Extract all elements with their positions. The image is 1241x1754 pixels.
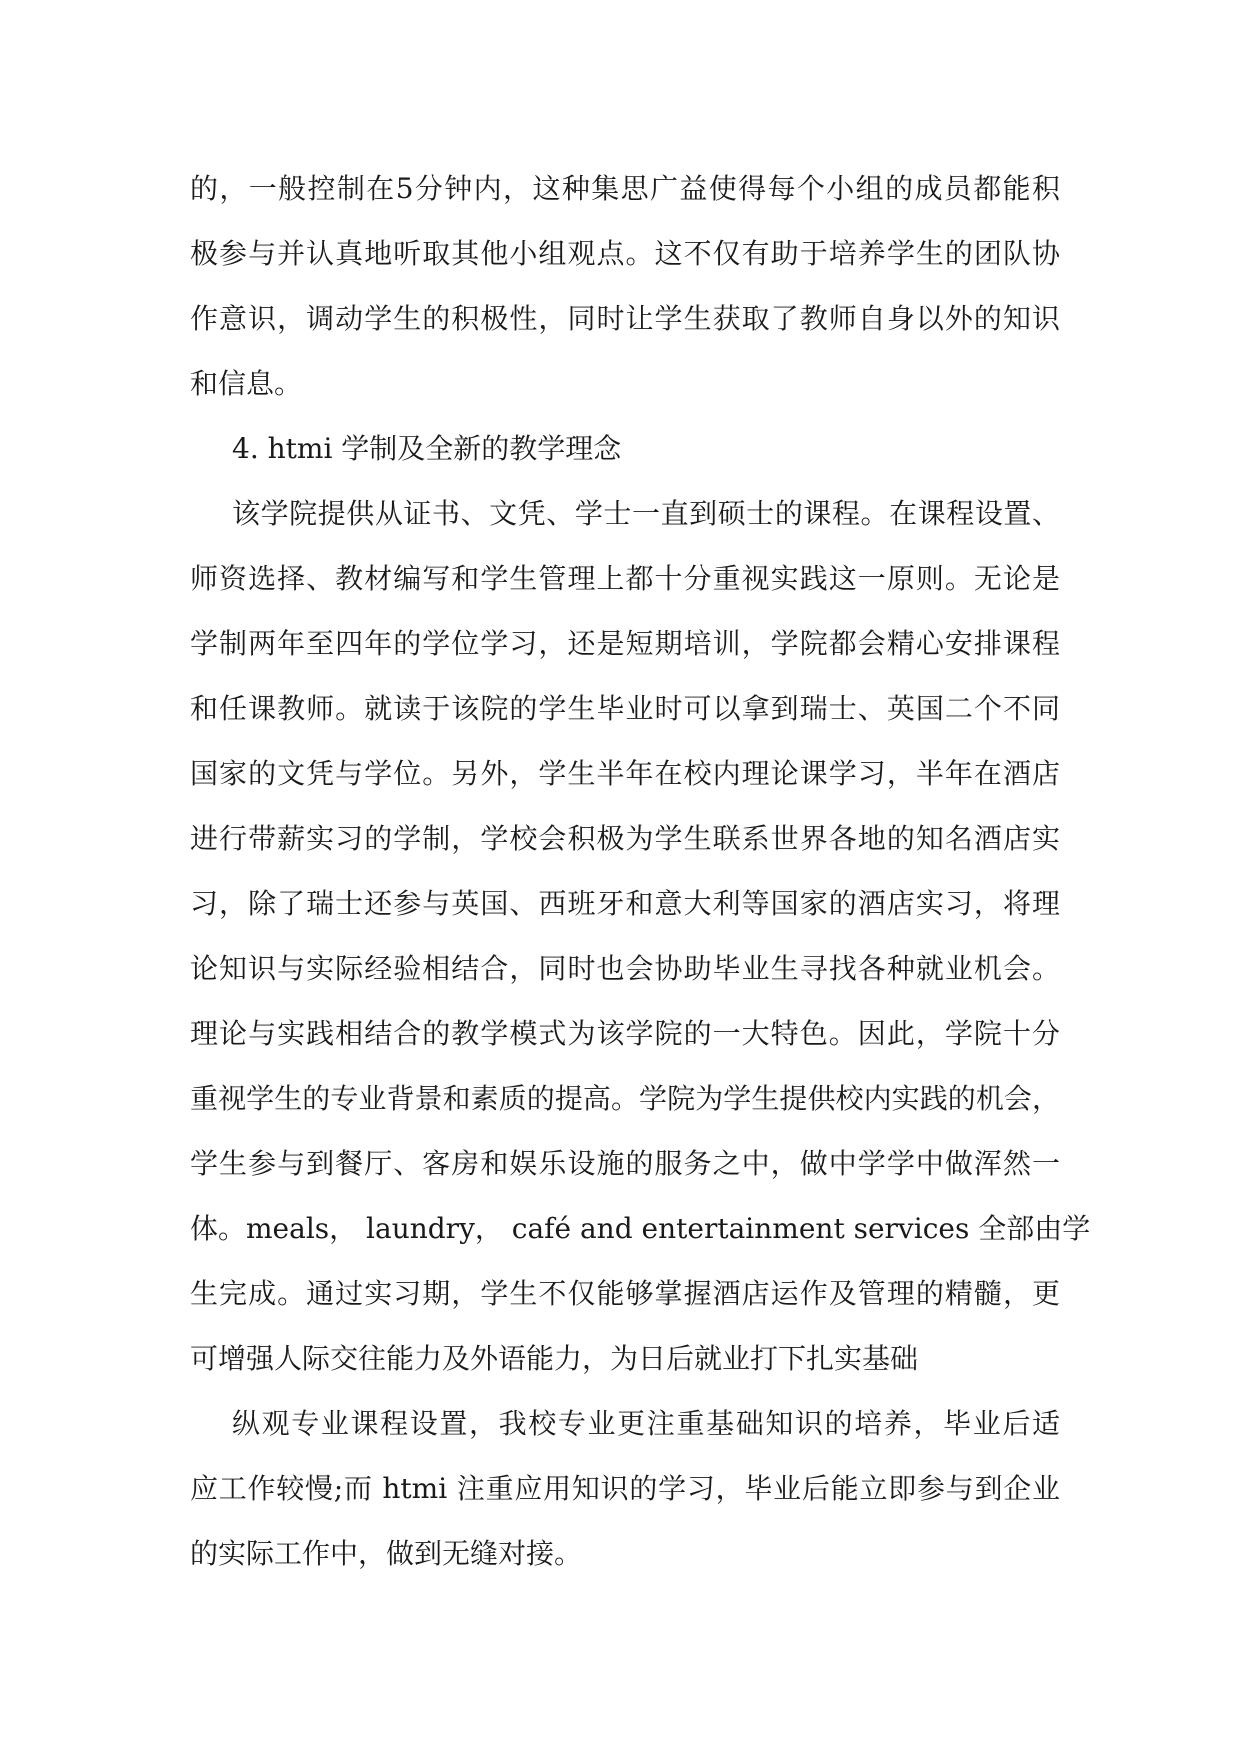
text-line: 生完成。通过实习期，学生不仅能够掌握酒店运作及管理的精髓，更	[190, 1277, 1060, 1310]
document-body	[190, 156, 1091, 1586]
text-line: 进行带薪实习的学制，学校会积极为学生联系世界各地的知名酒店实	[190, 822, 1060, 855]
text-line: 师资选择、教材编写和学生管理上都十分重视实践这一原则。无论是	[190, 562, 1060, 595]
text-line: 可增强人际交往能力及外语能力，为日后就业打下扎实基础	[190, 1342, 919, 1375]
text-line: 体。meals， laundry， café and entertainment services 全部由学	[190, 1212, 1091, 1245]
paragraph	[190, 1391, 1060, 1586]
text-line: 理论与实践相结合的教学模式为该学院的一大特色。因此，学院十分	[190, 1017, 1060, 1050]
text-line: 的，一般控制在5分钟内，这种集思广益使得每个小组的成员都能积	[190, 172, 1060, 205]
text-line: 和信息。	[190, 367, 303, 400]
text-line: 和任课教师。就读于该院的学生毕业时可以拿到瑞士、英国二个不同	[190, 692, 1060, 725]
text-line: 习，除了瑞士还参与英国、西班牙和意大利等国家的酒店实习，将理	[190, 887, 1060, 920]
text-line: 作意识，调动学生的积极性，同时让学生获取了教师自身以外的知识	[190, 302, 1060, 335]
text-line: 学制两年至四年的学位学习，还是短期培训，学院都会精心安排课程	[190, 627, 1060, 660]
text-line: 纵观专业课程设置，我校专业更注重基础知识的培养，毕业后适	[232, 1407, 1060, 1440]
text-line: 学生参与到餐厅、客房和娱乐设施的服务之中，做中学学中做浑然一	[190, 1147, 1060, 1180]
heading-line: 4. htmi 学制及全新的教学理念	[232, 432, 622, 465]
text-line: 应工作较慢;而 htmi 注重应用知识的学习，毕业后能立即参与到企业	[190, 1472, 1060, 1505]
text-line: 的实际工作中，做到无缝对接。	[190, 1537, 583, 1570]
text-line: 重视学生的专业背景和素质的提高。学院为学生提供校内实践的机会，	[190, 1082, 1060, 1115]
paragraph	[190, 156, 1060, 416]
section-heading	[190, 416, 1060, 481]
text-line: 国家的文凭与学位。另外，学生半年在校内理论课学习，半年在酒店	[190, 757, 1060, 790]
paragraph	[190, 481, 1091, 1391]
text-line: 极参与并认真地听取其他小组观点。这不仅有助于培养学生的团队协	[190, 237, 1060, 270]
text-line: 论知识与实际经验相结合，同时也会协助毕业生寻找各种就业机会。	[190, 952, 1060, 985]
text-line: 该学院提供从证书、文凭、学士一直到硕士的课程。在课程设置、	[232, 497, 1060, 530]
